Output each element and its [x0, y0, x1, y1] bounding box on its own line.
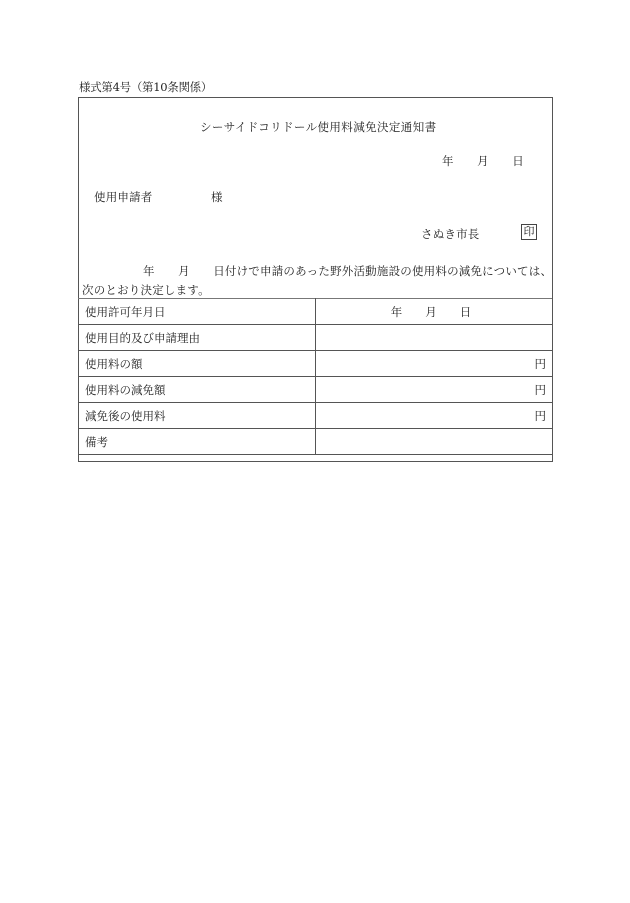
row-label-fee-amount: 使用料の額: [79, 351, 316, 377]
row-value-fee-amount: 円: [316, 351, 553, 377]
table-row: [79, 429, 553, 455]
table-row: [79, 351, 553, 377]
body-text-line-1: 年 月 日付けで申請のあった野外活動施設の使用料の減免については、: [143, 264, 553, 278]
row-value-remarks: [316, 429, 553, 455]
row-label-remarks: 備考: [79, 429, 316, 455]
row-label-fee-after-reduction: 減免後の使用料: [79, 403, 316, 429]
seal-stamp-icon: 印: [521, 224, 537, 240]
document-title: シーサイドコリドール使用料減免決定通知書: [200, 120, 437, 134]
row-label-permit-date: 使用許可年月日: [79, 299, 316, 325]
table-row: [79, 325, 553, 351]
row-value-permit-date: 年 月 日: [316, 299, 553, 325]
row-value-fee-after-reduction: 円: [316, 403, 553, 429]
issuer-name: さぬき市長: [421, 227, 480, 241]
applicant-line: 使用申請者 様: [94, 190, 223, 204]
table-row: [79, 403, 553, 429]
body-text-line-2: 次のとおり決定します。: [82, 283, 210, 297]
row-value-purpose: [316, 325, 553, 351]
issue-date: 年 月 日: [442, 154, 524, 168]
row-label-reduction-amount: 使用料の減免額: [79, 377, 316, 403]
table-row: [79, 299, 553, 325]
table-row: [79, 377, 553, 403]
row-value-reduction-amount: 円: [316, 377, 553, 403]
form-number: 様式第4号（第10条関係）: [79, 80, 213, 94]
decision-table: [78, 298, 553, 455]
row-label-purpose: 使用目的及び申請理由: [79, 325, 316, 351]
